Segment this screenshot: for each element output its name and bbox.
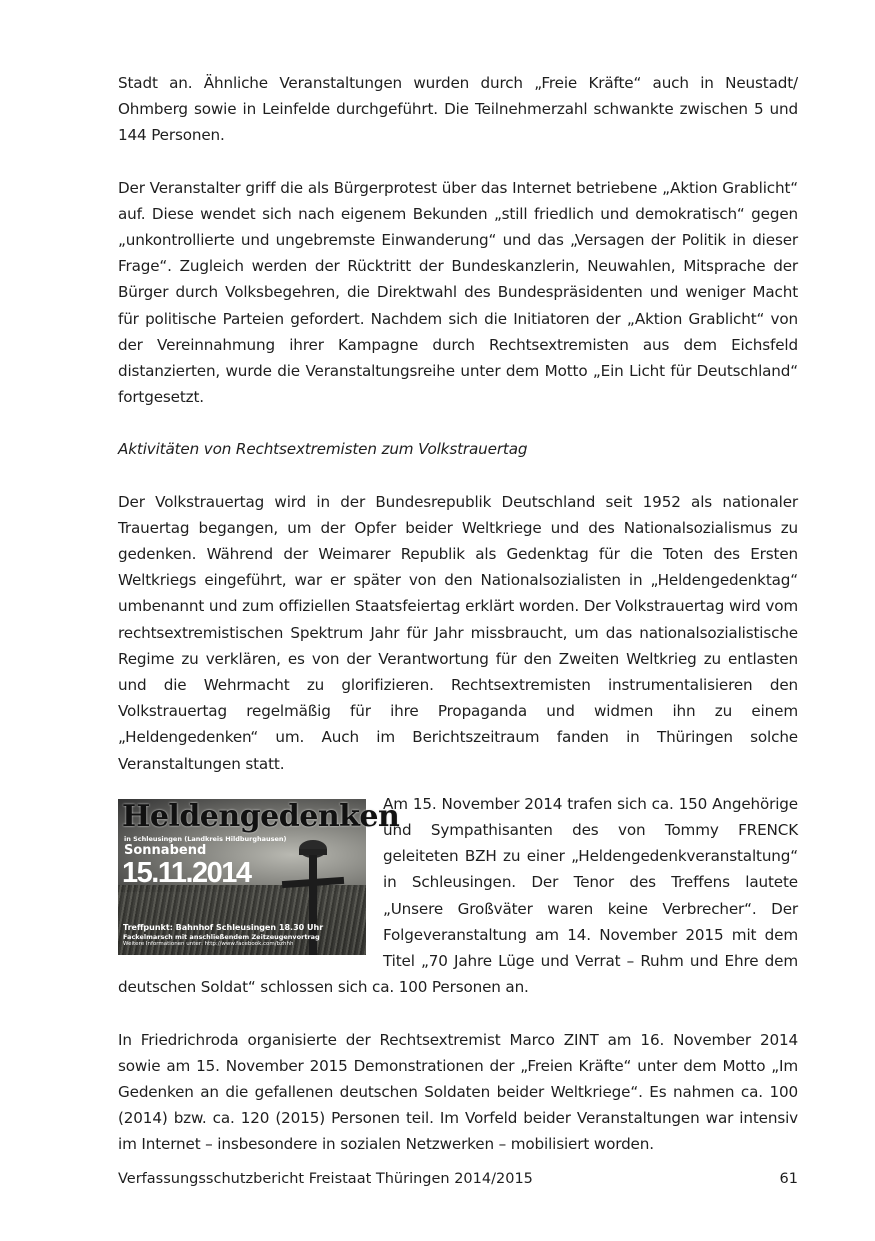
poster-meeting-point: Treffpunkt: Bahnhof Schleusingen 18.30 Uhr bbox=[123, 922, 324, 932]
poster-march: Fackelmarsch mit anschließendem Zeitzeugenvortrag bbox=[123, 932, 320, 941]
page-number: 61 bbox=[779, 1171, 798, 1187]
poster-section bbox=[118, 791, 798, 1001]
poster-day: Sonnabend bbox=[124, 842, 207, 858]
paragraph-5: In Friedrichroda organisierte der Rechtsextremist Marco ZINT am 16. November 2014 sowie am 15. November 2015 Demonstrationen der „Freien Kräfte“ unter dem Motto „Im Gedenken an die gefallenen deutschen Soldaten beider Weltkriege“. Es nahmen ca. 100 (2014) bzw. ca. 120 (2015) Personen teil. Im Vorfeld beider Veranstaltungen war intensiv im Internet – insbesondere in sozialen Netzwerken – mobilisiert worden. bbox=[118, 1030, 798, 1154]
poster-date: 15.11.2014 bbox=[122, 856, 251, 889]
paragraph-4: Am 15. November 2014 trafen sich ca. 150 Angehörige und Sympathisanten des von Tommy FRENCK geleiteten BZH zu einer „Heldengedenkveranstaltung“ in Schleusingen. Der Tenor des Treffens lautete „Unsere Großväter waren keine Verbrecher“. Der Folgeveranstaltung am 14. November 2015 mit dem Titel „70 Jahre Lüge und Verrat – Ruhm und Ehre dem deutschen Soldat“ schlossen sich ca. 100 Personen an. bbox=[118, 794, 798, 997]
page-body bbox=[118, 70, 798, 1158]
poster-info: Weitere Informationen unter: http://www.facebook.com/bzhhh bbox=[123, 940, 294, 947]
poster-subtitle: in Schleusingen (Landkreis Hildburghausen) bbox=[124, 834, 287, 843]
paragraph-2: Der Veranstalter griff die als Bürgerprotest über das Internet betriebene „Aktion Grablicht“ auf. Diese wendet sich nach eigenem Bekunden „still friedlich und demokratisch“ gegen „unkontrollierte und ungebremste Einwanderung“ und das „Versagen der Politik in dieser Frage“. Zugleich werden der Rücktritt der Bundeskanzlerin, Neuwahlen, Mitsprache der Bürger durch Volksbegehren, die Direktwahl des Bundespräsidenten und weniger Macht für politische Parteien gefordert. Nachdem sich die Initiatoren der „Aktion Grablicht“ von der Vereinnahmung ihrer Kampagne durch Rechtsextremisten aus dem Eichsfeld distanzierten, wurde die Veranstaltungsreihe unter dem Motto „Ein Licht für Deutschland“ fortgesetzt. bbox=[118, 178, 798, 407]
poster-title: Heldengedenken bbox=[122, 798, 400, 834]
page-footer bbox=[118, 1171, 798, 1187]
paragraph-3: Der Volkstrauertag wird in der Bundesrepublik Deutschland seit 1952 als nationaler Trauertag begangen, um der Opfer beider Weltkriege und des Nationalsozialismus zu gedenken. Während der Weimarer Republik als Gedenktag für die Toten des Ersten Weltkriegs eingeführt, war er später von den Nationalsozialisten in „Heldengedenktag“ umbenannt und zum offiziellen Staatsfeiertag erklärt worden. Der Volkstrauertag wird vom rechtsextremistischen Spektrum Jahr für Jahr missbraucht, um das nationalsozialistische Regime zu verklären, es von der Verantwortung für den Zweiten Weltkrieg zu entlasten und die Wehrmacht zu glorifizieren. Rechtsextremisten instrumentalisieren den Volkstrauertag regelmäßig für ihre Propaganda und widmen ihn zu einem „Heldengedenken“ um. Auch im Berichtszeitraum fanden in Thüringen solche Veranstaltungen statt. bbox=[118, 492, 798, 773]
heldengedenken-poster-image bbox=[118, 798, 400, 955]
footer-title: Verfassungsschutzbericht Freistaat Thüringen 2014/2015 bbox=[118, 1171, 533, 1187]
section-heading: Aktivitäten von Rechtsextremisten zum Volkstrauertag bbox=[118, 440, 528, 459]
paragraph-1: Stadt an. Ähnliche Veranstaltungen wurden durch „Freie Kräfte“ auch in Neustadt/ Ohmberg sowie in Leinfelde durchgeführt. Die Teilnehmerzahl schwankte zwischen 5 und 144 Personen. bbox=[118, 74, 798, 145]
